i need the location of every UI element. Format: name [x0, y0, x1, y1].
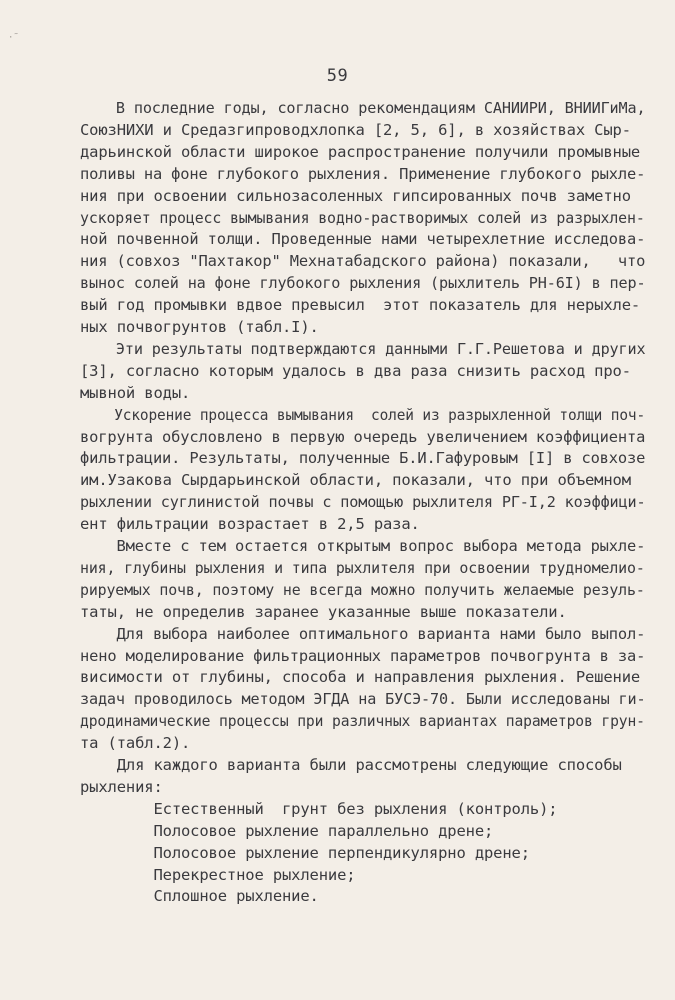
page-number: 59: [326, 66, 349, 86]
text-line: вынос солей на фоне глубокого рыхления (рыхлитель РН-6I) в пер-: [80, 274, 646, 293]
text-line: Сплошное рыхление.: [80, 887, 319, 906]
text-line: Вместе с тем остается открытым вопрос выбора метода рыхле-: [80, 537, 646, 555]
text-line: В последние годы, согласно рекомендациям САНИИРИ, ВНИИГиМа,: [80, 99, 646, 117]
text-line: нено моделирование фильтрационных параметров почвогрунта в за-: [80, 646, 646, 665]
text-line: вый год промывки вдвое превысил этот показатель для нерыхле-: [80, 296, 641, 315]
text-line: Полосовое рыхление перпендикулярно дрене;: [80, 843, 530, 862]
text-line: ускоряет процесс вымывания водно-растворимых солей из разрыхлен-: [80, 208, 645, 227]
text-line: СоюзНИХИ и Средазгипроводхлопка [2, 5, 6], в хозяйствах Сыр-: [80, 120, 631, 139]
text-line: им.Узакова Сырдарьинской области, показали, что при объемном: [80, 471, 631, 490]
text-line: рыхления:: [80, 777, 163, 796]
text-line: задач проводилось методом ЭГДА на БУСЭ-70. Были исследованы ги-: [80, 690, 646, 709]
text-line: фильтрации. Результаты, полученные Б.И.Гафуровым [I] в совхозе: [80, 449, 646, 468]
text-line: ент фильтрации возрастает в 2,5 раза.: [80, 515, 420, 534]
text-line: дарьинской области широкое распространение получили промывные: [80, 142, 641, 161]
text-line: ных почвогрунтов (табл.I).: [80, 318, 319, 336]
text-line: ния (совхоз "Пахтакор" Мехнатабадского района) показали, что: [80, 252, 646, 271]
text-line: висимости от глубины, способа и направления рыхления. Решение: [80, 668, 641, 687]
text-line: рыхлении суглинистой почвы с помощью рыхлителя РГ-I,2 коэффици-: [80, 493, 646, 512]
text-line: Для выбора наиболее оптимального варианта нами было выпол-: [80, 624, 646, 643]
text-line: ной почвенной толщи. Проведенные нами четырехлетние исследова-: [80, 230, 646, 249]
text-line: Перекрестное рыхление;: [80, 865, 356, 884]
text-line: ния при освоении сильнозасоленных гипсированных почв заметно: [80, 186, 631, 205]
text-line: Эти результаты подтверждаются данными Г.Г.Решетова и других: [80, 339, 646, 358]
text-line: дродинамические процессы при различных вариантах параметров грун-: [80, 712, 645, 731]
text-line: Полосовое рыхление параллельно дрене;: [80, 821, 494, 840]
text-line: ния, глубины рыхления и типа рыхлителя при освоении трудномелио-: [80, 558, 645, 577]
text-line: та (табл.2).: [80, 734, 191, 753]
text-line: Ускорение процесса вымывания солей из разрыхленной толщи поч-: [80, 405, 645, 424]
text-line: рируемых почв, поэтому не всегда можно получить желаемые резуль-: [80, 580, 645, 599]
text-line: мывной воды.: [80, 383, 191, 402]
text-line: [3], согласно которым удалось в два раза снизить расход про-: [80, 361, 631, 380]
text-line: вогрунта обусловлено в первую очередь увеличением коэффициента: [80, 427, 646, 446]
text-line: Для каждого варианта были рассмотрены следующие способы: [80, 756, 622, 774]
scan-smudge: ·˜: [8, 33, 19, 43]
text-line: Естественный грунт без рыхления (контроль);: [80, 799, 558, 818]
text-line: таты, не определив заранее указанные выше показатели.: [80, 602, 567, 621]
text-line: поливы на фоне глубокого рыхления. Применение глубокого рыхле-: [80, 164, 646, 183]
